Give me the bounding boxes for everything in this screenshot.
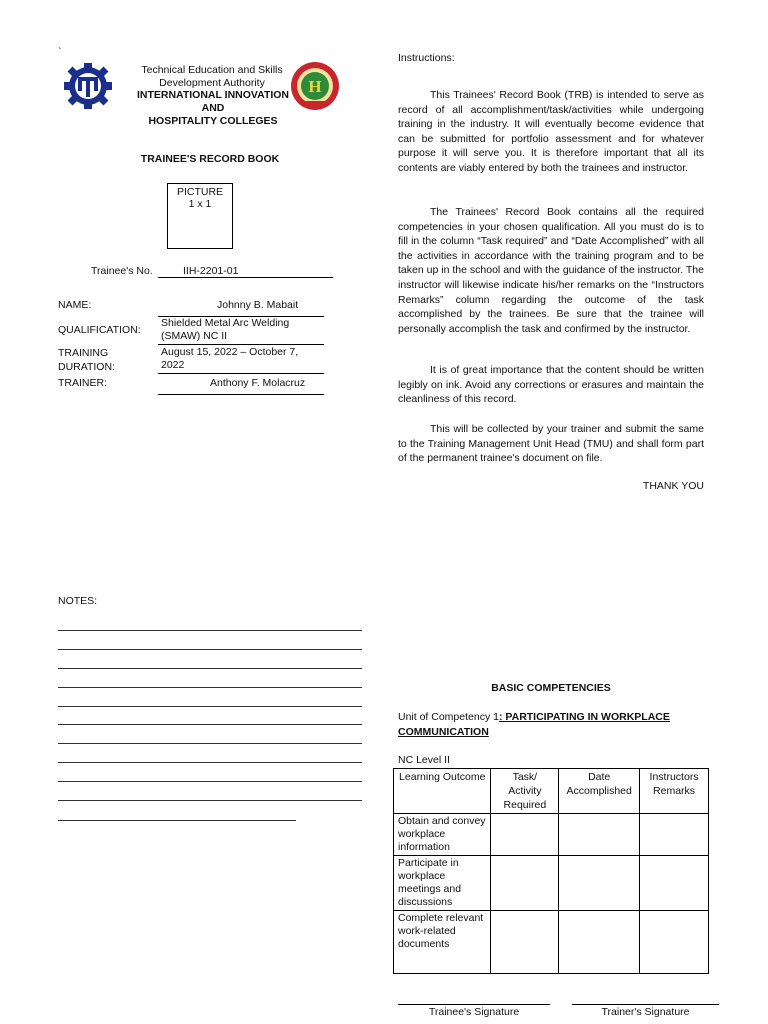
competency-table (393, 768, 709, 974)
column-header: Date Accomplished (559, 769, 640, 814)
trainer-value: Anthony F. Molacruz (210, 377, 306, 389)
task-cell[interactable] (491, 911, 559, 974)
school-name-line2: AND (201, 102, 225, 114)
tesda-logo-icon (60, 62, 116, 110)
remarks-cell[interactable] (640, 814, 709, 856)
note-line (58, 668, 362, 669)
date-cell[interactable] (559, 814, 640, 856)
column-header: Task/ Activity Required (491, 769, 559, 814)
agency-name-line1: Technical Education and Skills (141, 64, 283, 76)
trainee-no-value: IIH-2201-01 (183, 265, 239, 277)
nc-level: NC Level II (398, 754, 450, 766)
picture-box (167, 183, 233, 249)
duration-line (158, 373, 324, 374)
note-line (58, 649, 362, 650)
name-label: NAME: (58, 299, 92, 311)
agency-name-line2: Development Authority (159, 77, 265, 89)
duration-value: August 15, 2022 – October 7, 2022 (161, 346, 299, 371)
trainee-signature-line[interactable] (398, 1004, 550, 1005)
note-line (58, 630, 362, 631)
table-row (394, 814, 709, 856)
unit-of-competency (398, 710, 708, 740)
school-name-line3: HOSPITALITY COLLEGES (148, 115, 278, 127)
remarks-cell[interactable] (640, 911, 709, 974)
trainee-no-line (158, 277, 333, 278)
note-line (58, 800, 362, 801)
column-header: Instructors Remarks (640, 769, 709, 814)
qualification-line (158, 344, 324, 345)
trainee-no-label: Trainee's No. (91, 265, 153, 277)
book-title: TRAINEE'S RECORD BOOK (140, 153, 280, 165)
remarks-cell[interactable] (640, 856, 709, 911)
trainer-signature-line[interactable] (572, 1004, 719, 1005)
duration-label-2: DURATION: (58, 361, 115, 373)
unit-prefix: Unit of Competency 1 (398, 711, 499, 723)
school-name-line1: INTERNATIONAL INNOVATION (136, 89, 290, 101)
instructions-paragraph-4: This will be collected by your trainer and submit the same to the Training Management Unit Head (TMU) and shall form part of the permanent trainee's document on file. (398, 423, 704, 465)
trainer-signature-label: Trainer's Signature (601, 1006, 690, 1018)
note-line (58, 781, 362, 782)
note-line (58, 687, 362, 688)
note-line (58, 706, 362, 707)
date-cell[interactable] (559, 856, 640, 911)
table-row (394, 911, 709, 974)
note-line (58, 724, 362, 725)
instructions-paragraph-3: It is of great importance that the content should be written legibly on ink. Avoid any corrections or erasures and maintain the cleanliness of this record. (398, 364, 704, 406)
learning-outcome-cell: Participate in workplace meetings and discussions (394, 856, 491, 911)
page-mark: ` (58, 46, 62, 58)
qualification-value: Shielded Metal Arc Welding (SMAW) NC II (161, 317, 290, 342)
notes-label: NOTES: (58, 595, 98, 607)
note-line (58, 743, 362, 744)
picture-size: 1 x 1 (188, 198, 212, 210)
task-cell[interactable] (491, 814, 559, 856)
date-cell[interactable] (559, 911, 640, 974)
column-header: Learning Outcome (394, 769, 491, 814)
competencies-heading: BASIC COMPETENCIES (491, 682, 611, 694)
trainer-label: TRAINER: (58, 377, 108, 389)
note-line (58, 762, 362, 763)
table-header-row (394, 769, 709, 814)
trainee-signature-label: Trainee's Signature (428, 1006, 520, 1018)
duration-label-1: TRAINING (58, 347, 109, 359)
picture-label: PICTURE (176, 186, 224, 198)
closing-text: THANK YOU (642, 480, 704, 492)
instructions-heading: Instructions: (398, 52, 455, 64)
svg-text:H: H (308, 77, 322, 96)
qualification-label: QUALIFICATION: (58, 324, 141, 336)
note-line (58, 820, 296, 821)
instructions-paragraph-2: The Trainees' Record Book contains all the required competencies in your chosen qualification. All you must do is to fill in the column “Task required” and “Date Accomplished” with all the activities in accordance with the training program and to be taken up in the school and with the guidance of the instructor. The instructor will likewise indicate his/her remarks on the “Instructors Remarks” column regarding the outcome of the task accomplished by the trainees. Be sure that the trainee will personally accomplish the task and confirmed by the instructor. (398, 206, 704, 335)
school-seal-icon (290, 61, 340, 111)
unit-title-2: COMMUNICATION (398, 726, 489, 738)
unit-title-1: : PARTICIPATING IN WORKPLACE (498, 711, 670, 723)
learning-outcome-cell: Complete relevant work-related documents (394, 911, 491, 974)
table-row (394, 856, 709, 911)
name-value: Johnny B. Mabait (217, 299, 299, 311)
task-cell[interactable] (491, 856, 559, 911)
trainer-line (158, 394, 324, 395)
learning-outcome-cell: Obtain and convey workplace information (394, 814, 491, 856)
instructions-paragraph-1: This Trainees' Record Book (TRB) is intended to serve as record of all accomplishment/task/activities while undergoing training in the industry. It will eventually become evidence that can be submitted for portfolio assessment and for whatever purpose it will serve you. It is therefore important that all its contents are viably entered by both the trainees and instructor. (398, 89, 704, 174)
